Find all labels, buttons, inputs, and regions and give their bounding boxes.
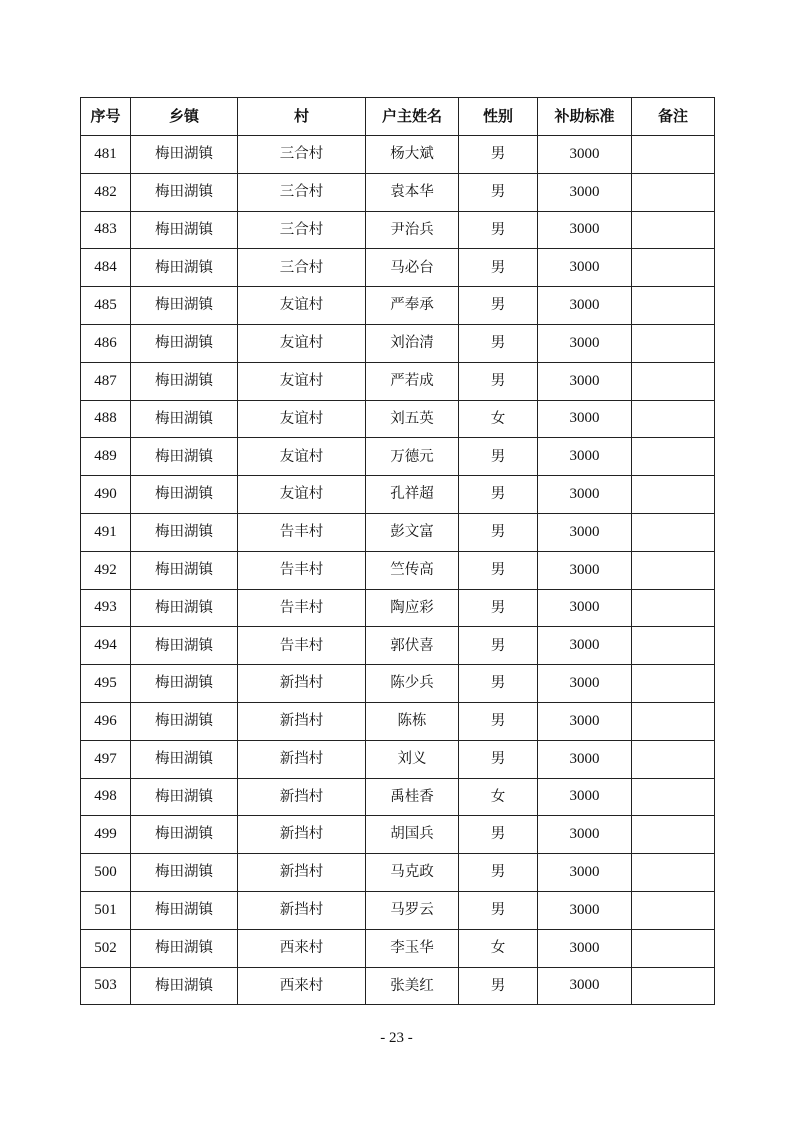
cell-gender: 男 <box>459 513 538 551</box>
cell-index: 489 <box>81 438 131 476</box>
table-row <box>81 362 715 400</box>
cell-subsidy-standard: 3000 <box>538 173 632 211</box>
cell-householder-name: 马罗云 <box>366 891 459 929</box>
cell-index: 503 <box>81 967 131 1005</box>
cell-village: 新挡村 <box>238 665 366 703</box>
cell-index: 487 <box>81 362 131 400</box>
cell-gender: 男 <box>459 702 538 740</box>
cell-householder-name: 郭伏喜 <box>366 627 459 665</box>
cell-gender: 男 <box>459 665 538 703</box>
cell-township: 梅田湖镇 <box>131 740 238 778</box>
cell-gender: 男 <box>459 891 538 929</box>
cell-village: 三合村 <box>238 173 366 211</box>
cell-gender: 男 <box>459 173 538 211</box>
cell-remarks <box>632 362 715 400</box>
header-gender: 性别 <box>459 98 538 136</box>
table-row <box>81 740 715 778</box>
cell-subsidy-standard: 3000 <box>538 136 632 174</box>
cell-remarks <box>632 854 715 892</box>
table-row <box>81 589 715 627</box>
cell-gender: 男 <box>459 627 538 665</box>
cell-village: 告丰村 <box>238 551 366 589</box>
cell-householder-name: 刘五英 <box>366 400 459 438</box>
cell-householder-name: 陶应彩 <box>366 589 459 627</box>
cell-village: 三合村 <box>238 249 366 287</box>
cell-index: 494 <box>81 627 131 665</box>
table-row <box>81 400 715 438</box>
cell-index: 481 <box>81 136 131 174</box>
cell-remarks <box>632 816 715 854</box>
cell-householder-name: 刘义 <box>366 740 459 778</box>
cell-township: 梅田湖镇 <box>131 362 238 400</box>
subsidy-table-container <box>80 97 714 1005</box>
cell-householder-name: 万德元 <box>366 438 459 476</box>
cell-subsidy-standard: 3000 <box>538 967 632 1005</box>
cell-subsidy-standard: 3000 <box>538 627 632 665</box>
cell-township: 梅田湖镇 <box>131 854 238 892</box>
table-row <box>81 854 715 892</box>
cell-gender: 男 <box>459 551 538 589</box>
cell-subsidy-standard: 3000 <box>538 816 632 854</box>
cell-index: 488 <box>81 400 131 438</box>
cell-village: 友谊村 <box>238 476 366 514</box>
cell-remarks <box>632 476 715 514</box>
cell-index: 493 <box>81 589 131 627</box>
cell-remarks <box>632 136 715 174</box>
cell-subsidy-standard: 3000 <box>538 551 632 589</box>
cell-subsidy-standard: 3000 <box>538 778 632 816</box>
cell-subsidy-standard: 3000 <box>538 854 632 892</box>
cell-township: 梅田湖镇 <box>131 778 238 816</box>
table-row <box>81 438 715 476</box>
cell-index: 483 <box>81 211 131 249</box>
cell-township: 梅田湖镇 <box>131 665 238 703</box>
cell-village: 三合村 <box>238 211 366 249</box>
table-row <box>81 324 715 362</box>
table-header-row <box>81 98 715 136</box>
cell-township: 梅田湖镇 <box>131 589 238 627</box>
cell-householder-name: 马克政 <box>366 854 459 892</box>
cell-remarks <box>632 513 715 551</box>
header-township: 乡镇 <box>131 98 238 136</box>
cell-subsidy-standard: 3000 <box>538 929 632 967</box>
cell-index: 498 <box>81 778 131 816</box>
cell-village: 新挡村 <box>238 702 366 740</box>
table-row <box>81 173 715 211</box>
cell-township: 梅田湖镇 <box>131 136 238 174</box>
cell-gender: 女 <box>459 778 538 816</box>
table-row <box>81 778 715 816</box>
cell-householder-name: 马必台 <box>366 249 459 287</box>
cell-township: 梅田湖镇 <box>131 287 238 325</box>
header-remarks: 备注 <box>632 98 715 136</box>
cell-gender: 女 <box>459 929 538 967</box>
cell-subsidy-standard: 3000 <box>538 438 632 476</box>
cell-township: 梅田湖镇 <box>131 967 238 1005</box>
cell-subsidy-standard: 3000 <box>538 891 632 929</box>
cell-village: 友谊村 <box>238 438 366 476</box>
cell-subsidy-standard: 3000 <box>538 589 632 627</box>
cell-remarks <box>632 929 715 967</box>
cell-subsidy-standard: 3000 <box>538 665 632 703</box>
table-row <box>81 249 715 287</box>
cell-village: 告丰村 <box>238 589 366 627</box>
cell-householder-name: 禹桂香 <box>366 778 459 816</box>
cell-subsidy-standard: 3000 <box>538 362 632 400</box>
cell-householder-name: 张美红 <box>366 967 459 1005</box>
cell-township: 梅田湖镇 <box>131 929 238 967</box>
cell-gender: 男 <box>459 362 538 400</box>
cell-gender: 男 <box>459 249 538 287</box>
cell-index: 486 <box>81 324 131 362</box>
table-row <box>81 211 715 249</box>
cell-remarks <box>632 740 715 778</box>
cell-village: 新挡村 <box>238 816 366 854</box>
cell-subsidy-standard: 3000 <box>538 513 632 551</box>
cell-index: 484 <box>81 249 131 287</box>
cell-village: 友谊村 <box>238 287 366 325</box>
table-row <box>81 287 715 325</box>
cell-remarks <box>632 665 715 703</box>
cell-gender: 男 <box>459 324 538 362</box>
cell-householder-name: 竺传高 <box>366 551 459 589</box>
cell-index: 485 <box>81 287 131 325</box>
cell-householder-name: 陈栋 <box>366 702 459 740</box>
cell-householder-name: 彭文富 <box>366 513 459 551</box>
header-village: 村 <box>238 98 366 136</box>
cell-township: 梅田湖镇 <box>131 816 238 854</box>
cell-township: 梅田湖镇 <box>131 702 238 740</box>
cell-township: 梅田湖镇 <box>131 173 238 211</box>
cell-remarks <box>632 967 715 1005</box>
cell-index: 491 <box>81 513 131 551</box>
cell-remarks <box>632 891 715 929</box>
cell-householder-name: 孔祥超 <box>366 476 459 514</box>
cell-index: 496 <box>81 702 131 740</box>
cell-remarks <box>632 287 715 325</box>
cell-township: 梅田湖镇 <box>131 551 238 589</box>
cell-township: 梅田湖镇 <box>131 249 238 287</box>
cell-village: 新挡村 <box>238 740 366 778</box>
cell-householder-name: 胡国兵 <box>366 816 459 854</box>
cell-index: 482 <box>81 173 131 211</box>
cell-township: 梅田湖镇 <box>131 476 238 514</box>
cell-index: 497 <box>81 740 131 778</box>
cell-gender: 男 <box>459 476 538 514</box>
cell-householder-name: 严若成 <box>366 362 459 400</box>
cell-householder-name: 刘治清 <box>366 324 459 362</box>
cell-village: 新挡村 <box>238 854 366 892</box>
cell-subsidy-standard: 3000 <box>538 740 632 778</box>
table-body <box>81 136 715 1005</box>
cell-householder-name: 袁本华 <box>366 173 459 211</box>
header-index: 序号 <box>81 98 131 136</box>
cell-householder-name: 严奉承 <box>366 287 459 325</box>
cell-gender: 男 <box>459 854 538 892</box>
cell-remarks <box>632 627 715 665</box>
table-row <box>81 551 715 589</box>
cell-village: 友谊村 <box>238 324 366 362</box>
cell-village: 友谊村 <box>238 362 366 400</box>
cell-index: 492 <box>81 551 131 589</box>
cell-village: 告丰村 <box>238 513 366 551</box>
cell-remarks <box>632 778 715 816</box>
cell-gender: 男 <box>459 136 538 174</box>
cell-gender: 男 <box>459 589 538 627</box>
cell-subsidy-standard: 3000 <box>538 476 632 514</box>
cell-householder-name: 尹治兵 <box>366 211 459 249</box>
cell-village: 友谊村 <box>238 400 366 438</box>
table-row <box>81 476 715 514</box>
cell-remarks <box>632 400 715 438</box>
cell-gender: 女 <box>459 400 538 438</box>
table-row <box>81 967 715 1005</box>
cell-householder-name: 陈少兵 <box>366 665 459 703</box>
cell-subsidy-standard: 3000 <box>538 287 632 325</box>
cell-subsidy-standard: 3000 <box>538 400 632 438</box>
cell-remarks <box>632 249 715 287</box>
cell-remarks <box>632 211 715 249</box>
cell-township: 梅田湖镇 <box>131 513 238 551</box>
cell-village: 新挡村 <box>238 891 366 929</box>
cell-index: 502 <box>81 929 131 967</box>
table-row <box>81 136 715 174</box>
cell-remarks <box>632 173 715 211</box>
cell-remarks <box>632 324 715 362</box>
cell-subsidy-standard: 3000 <box>538 702 632 740</box>
header-householder-name: 户主姓名 <box>366 98 459 136</box>
cell-remarks <box>632 702 715 740</box>
cell-township: 梅田湖镇 <box>131 324 238 362</box>
cell-householder-name: 李玉华 <box>366 929 459 967</box>
cell-gender: 男 <box>459 816 538 854</box>
table-row <box>81 929 715 967</box>
cell-village: 西来村 <box>238 929 366 967</box>
cell-subsidy-standard: 3000 <box>538 211 632 249</box>
table-row <box>81 702 715 740</box>
cell-township: 梅田湖镇 <box>131 891 238 929</box>
cell-gender: 男 <box>459 740 538 778</box>
cell-index: 500 <box>81 854 131 892</box>
cell-township: 梅田湖镇 <box>131 438 238 476</box>
cell-gender: 男 <box>459 211 538 249</box>
cell-gender: 男 <box>459 287 538 325</box>
cell-township: 梅田湖镇 <box>131 627 238 665</box>
page-number: - 23 - <box>380 1030 413 1046</box>
subsidy-table <box>80 97 715 1005</box>
cell-subsidy-standard: 3000 <box>538 249 632 287</box>
cell-village: 三合村 <box>238 136 366 174</box>
cell-remarks <box>632 589 715 627</box>
cell-index: 490 <box>81 476 131 514</box>
cell-village: 告丰村 <box>238 627 366 665</box>
table-row <box>81 665 715 703</box>
cell-township: 梅田湖镇 <box>131 400 238 438</box>
table-row <box>81 891 715 929</box>
cell-remarks <box>632 551 715 589</box>
header-subsidy-standard: 补助标准 <box>538 98 632 136</box>
cell-gender: 男 <box>459 967 538 1005</box>
table-row <box>81 816 715 854</box>
cell-index: 499 <box>81 816 131 854</box>
cell-subsidy-standard: 3000 <box>538 324 632 362</box>
cell-index: 495 <box>81 665 131 703</box>
cell-village: 西来村 <box>238 967 366 1005</box>
cell-index: 501 <box>81 891 131 929</box>
table-row <box>81 627 715 665</box>
cell-householder-name: 杨大斌 <box>366 136 459 174</box>
table-row <box>81 513 715 551</box>
cell-village: 新挡村 <box>238 778 366 816</box>
cell-gender: 男 <box>459 438 538 476</box>
cell-township: 梅田湖镇 <box>131 211 238 249</box>
cell-remarks <box>632 438 715 476</box>
